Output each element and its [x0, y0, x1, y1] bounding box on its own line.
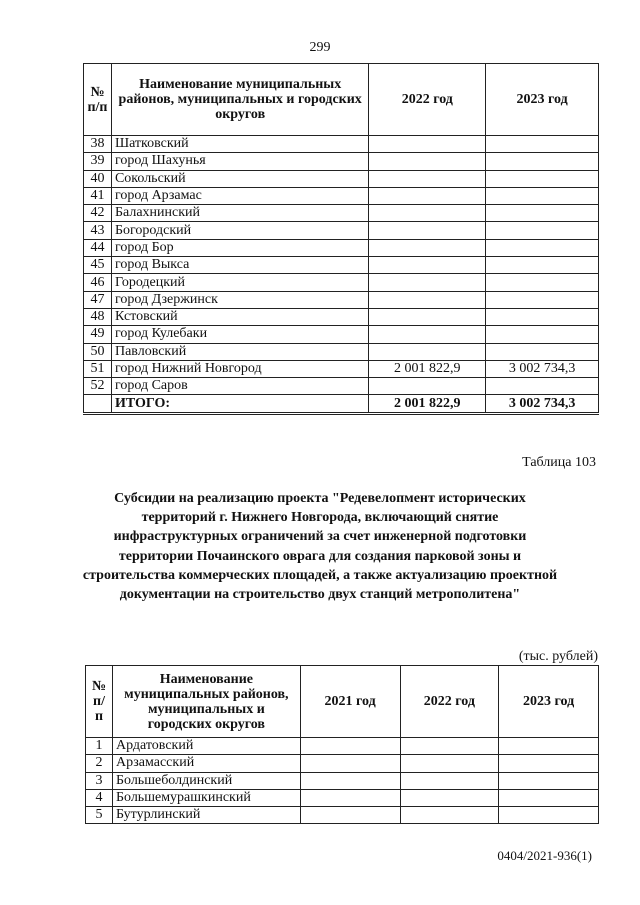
header-2023: 2023 год	[499, 666, 599, 738]
row-number: 44	[84, 239, 112, 256]
value-cell	[369, 239, 486, 256]
row-number: 5	[86, 807, 113, 824]
value-cell	[400, 789, 499, 806]
municipality-name: Павловский	[111, 343, 368, 360]
total-value: 2 001 822,9	[369, 395, 486, 413]
municipality-name: Сокольский	[111, 170, 368, 187]
value-cell	[369, 205, 486, 222]
row-number: 2	[86, 755, 113, 772]
row-number: 49	[84, 326, 112, 343]
value-cell	[369, 136, 486, 153]
table-row	[84, 274, 599, 291]
value-cell	[369, 222, 486, 239]
header-row-number: № п/п	[86, 666, 113, 738]
value-cell	[499, 755, 599, 772]
row-number: 52	[84, 378, 112, 395]
total-value: 3 002 734,3	[486, 395, 599, 413]
value-cell	[300, 755, 400, 772]
row-number: 47	[84, 291, 112, 308]
value-cell	[300, 789, 400, 806]
municipality-name: город Нижний Новгород	[111, 360, 368, 377]
value-cell	[499, 738, 599, 755]
value-cell	[300, 738, 400, 755]
header-row-number: № п/п	[84, 64, 112, 136]
value-cell	[486, 257, 599, 274]
table-row	[84, 136, 599, 153]
table-title: Субсидии на реализацию проекта "Редевелопмент исторических территорий г. Нижнего Новгорода, включающий снятие инфраструктурных ограничений за счет инженерной подготовки территории Почаинского оврага для создания парковой зоны и строительства коммерческих площадей, а также актуализацию проектной документации на строительство двух станций метрополитена"	[82, 491, 558, 603]
value-cell	[369, 308, 486, 325]
municipality-name: Городецкий	[111, 274, 368, 291]
subsidy-table-redevelopment	[85, 665, 599, 824]
table-row	[86, 755, 599, 772]
table-row	[84, 378, 599, 395]
value-cell	[369, 326, 486, 343]
municipality-name: город Арзамас	[111, 187, 368, 204]
row-number: 4	[86, 789, 113, 806]
value-cell	[369, 257, 486, 274]
value-cell	[486, 205, 599, 222]
table-row	[84, 308, 599, 325]
value-cell	[486, 343, 599, 360]
row-number: 50	[84, 343, 112, 360]
row-number: 51	[84, 360, 112, 377]
value-cell	[486, 187, 599, 204]
value-cell	[499, 807, 599, 824]
municipality-name: Шатковский	[111, 136, 368, 153]
table-row	[84, 291, 599, 308]
municipality-name: город Выкса	[111, 257, 368, 274]
municipality-name: город Бор	[111, 239, 368, 256]
table-row	[86, 772, 599, 789]
header-municipality: Наименование муниципальных районов, муниципальных и городских округов	[111, 64, 368, 136]
value-cell	[400, 755, 499, 772]
value-cell	[486, 274, 599, 291]
value-cell	[486, 326, 599, 343]
municipality-name: город Дзержинск	[111, 291, 368, 308]
table-row	[84, 239, 599, 256]
municipality-name: Богородский	[111, 222, 368, 239]
table-row	[86, 807, 599, 824]
table-row	[84, 187, 599, 204]
value-cell	[369, 153, 486, 170]
value-cell: 2 001 822,9	[369, 360, 486, 377]
row-number: 41	[84, 187, 112, 204]
municipality-name: Балахнинский	[111, 205, 368, 222]
municipality-name: Большемурашкинский	[112, 789, 300, 806]
value-cell	[400, 772, 499, 789]
row-number: 40	[84, 170, 112, 187]
value-cell	[300, 772, 400, 789]
row-number: 45	[84, 257, 112, 274]
table-row	[86, 789, 599, 806]
municipality-name: город Кулебаки	[111, 326, 368, 343]
value-cell	[369, 274, 486, 291]
value-cell: 3 002 734,3	[486, 360, 599, 377]
municipality-name: Большеболдинский	[112, 772, 300, 789]
municipality-name: Арзамасский	[112, 755, 300, 772]
row-number: 1	[86, 738, 113, 755]
table-row	[84, 326, 599, 343]
row-number: 39	[84, 153, 112, 170]
value-cell	[400, 807, 499, 824]
value-cell	[486, 308, 599, 325]
table-row	[84, 343, 599, 360]
header-municipality: Наименование муниципальных районов, муниципальных и городских округов	[112, 666, 300, 738]
municipality-name: Кстовский	[111, 308, 368, 325]
subsidy-table-continued	[83, 63, 599, 415]
table-row	[84, 360, 599, 377]
table-row	[84, 257, 599, 274]
municipality-name: город Шахунья	[111, 153, 368, 170]
value-cell	[499, 772, 599, 789]
row-number: 43	[84, 222, 112, 239]
value-cell	[369, 378, 486, 395]
value-cell	[400, 738, 499, 755]
document-code: 0404/2021-936(1)	[497, 848, 592, 863]
value-cell	[486, 239, 599, 256]
row-number: 3	[86, 772, 113, 789]
header-2021: 2021 год	[300, 666, 400, 738]
value-cell	[369, 343, 486, 360]
units-label: (тыс. рублей)	[518, 649, 598, 664]
value-cell	[486, 291, 599, 308]
table-row	[84, 153, 599, 170]
municipality-name: Бутурлинский	[112, 807, 300, 824]
value-cell	[486, 378, 599, 395]
value-cell	[369, 291, 486, 308]
value-cell	[499, 789, 599, 806]
page-number: 299	[309, 40, 331, 55]
row-number: 48	[84, 308, 112, 325]
municipality-name: Ардатовский	[112, 738, 300, 755]
municipality-name: город Саров	[111, 378, 368, 395]
value-cell	[300, 807, 400, 824]
header-2023: 2023 год	[486, 64, 599, 136]
total-row	[84, 395, 599, 413]
value-cell	[486, 170, 599, 187]
table-row	[84, 222, 599, 239]
table-row	[84, 205, 599, 222]
value-cell	[369, 170, 486, 187]
row-number: 46	[84, 274, 112, 291]
table-row	[86, 738, 599, 755]
row-number	[84, 395, 112, 413]
value-cell	[486, 136, 599, 153]
total-label: ИТОГО:	[111, 395, 368, 413]
value-cell	[369, 187, 486, 204]
header-2022: 2022 год	[400, 666, 499, 738]
table-caption: Таблица 103	[522, 455, 596, 470]
value-cell	[486, 153, 599, 170]
header-2022: 2022 год	[369, 64, 486, 136]
row-number: 38	[84, 136, 112, 153]
table-row	[84, 170, 599, 187]
row-number: 42	[84, 205, 112, 222]
value-cell	[486, 222, 599, 239]
